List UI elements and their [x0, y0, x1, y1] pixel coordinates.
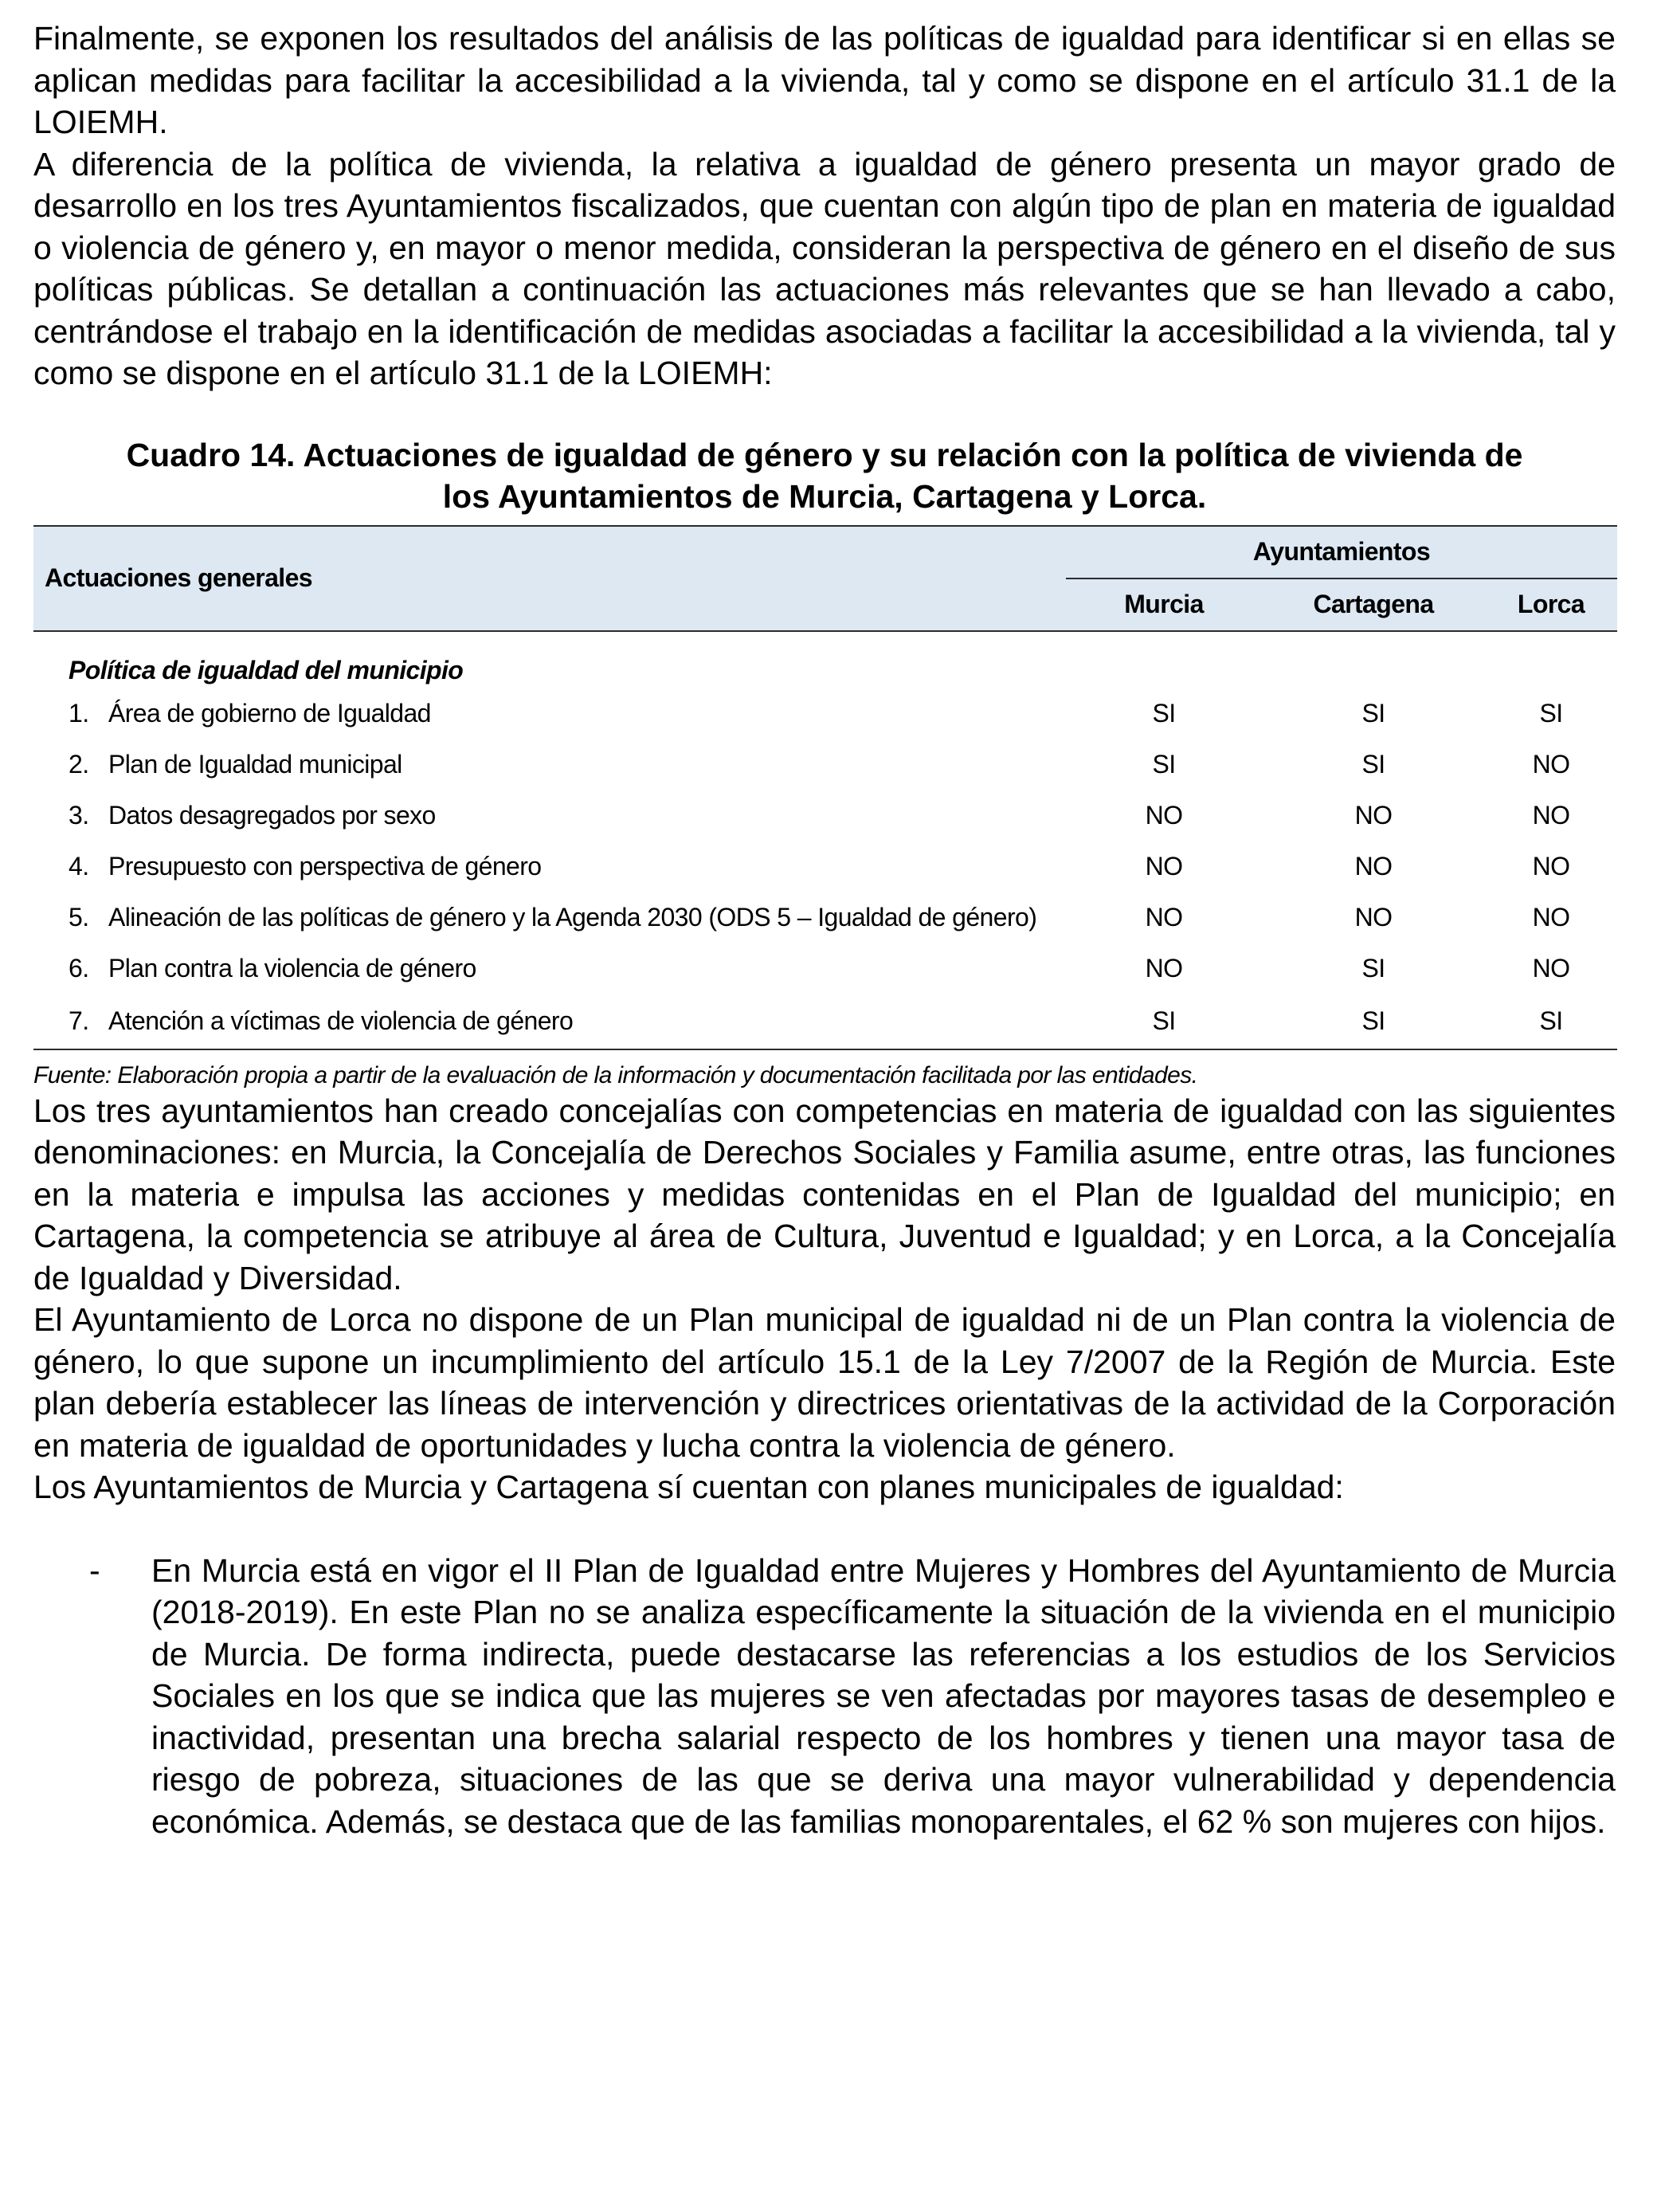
table-caption — [33, 434, 1616, 517]
row-number: 4. — [69, 852, 89, 880]
row-label: Alineación de las políticas de género y la Agenda 2030 (ODS 5 – Igualdad de género) — [108, 903, 1037, 931]
table-section-title: Política de igualdad del municipio — [69, 655, 464, 684]
row-label: Plan contra la violencia de género — [108, 954, 476, 982]
cell-lorca: NO — [1532, 750, 1570, 779]
table-caption-line-2: los Ayuntamientos de Murcia, Cartagena y Lorca. — [442, 477, 1207, 515]
row-number: 2. — [69, 750, 89, 779]
header-col-lorca: Lorca — [1485, 578, 1617, 631]
cell-cartagena: NO — [1354, 852, 1393, 880]
table-row — [33, 688, 1617, 739]
document-page — [33, 18, 1616, 1842]
cell-lorca: NO — [1532, 903, 1570, 931]
bullet-text: En Murcia está en vigor el II Plan de Igualdad entre Mujeres y Hombres del Ayuntamiento de Murcia (2018-2019). En este Plan no se analiza específicamente la situación de la vivienda en el municipio de Murcia. De forma indirecta, puede destacarse las referencias a los estudios de los Servicios Sociales en los que se indica que las mujeres se ven afectadas por mayores tasas de desempleo e inactividad, presentan una brecha salarial respecto de los hombres y tienen una mayor tasa de riesgo de pobreza, situaciones de las que se deriva una mayor vulnerabilidad y dependencia económica. Además, se destaca que de las familias monoparentales, el 62 % son mujeres con hijos. — [151, 1551, 1616, 1840]
header-col-murcia: Murcia — [1066, 578, 1262, 631]
cell-cartagena: NO — [1354, 903, 1393, 931]
bullet-dash: - — [89, 1551, 100, 1589]
cell-murcia: NO — [1145, 852, 1183, 880]
table-row — [33, 790, 1617, 841]
cell-lorca: NO — [1532, 954, 1570, 982]
header-ayuntamientos: Ayuntamientos — [1066, 526, 1617, 578]
table-row — [33, 841, 1617, 892]
cell-murcia: SI — [1152, 699, 1176, 728]
cell-murcia: SI — [1152, 750, 1176, 779]
paragraph-concejalias: Los tres ayuntamientos han creado concejalías con competencias en materia de igualdad con las siguientes denominaciones: en Murcia, la Concejalía de Derechos Sociales y Familia asume, entre otras, las funciones en la materia e impulsa las acciones y medidas contenidas en el Plan de Igualdad del municipio; en Cartagena, la competencia se atribuye al área de Cultura, Juventud e Igualdad; y en Lorca, a la Concejalía de Igualdad y Diversidad. — [33, 1092, 1616, 1296]
row-number: 7. — [69, 1006, 89, 1035]
row-number: 1. — [69, 699, 89, 728]
cell-lorca: SI — [1485, 994, 1617, 1049]
cell-cartagena: SI — [1361, 699, 1385, 728]
table-row — [33, 994, 1617, 1049]
table-row — [33, 892, 1617, 943]
paragraph-murcia-cartagena: Los Ayuntamientos de Murcia y Cartagena sí cuentan con planes municipales de igualdad: — [33, 1469, 1344, 1505]
row-label: Plan de Igualdad municipal — [108, 750, 402, 779]
paragraph-lorca: El Ayuntamiento de Lorca no dispone de un Plan municipal de igualdad ni de un Plan contra la violencia de género, lo que supone un incumplimiento del artículo 15.1 de la Ley 7/2007 de la Región de Murcia. Este plan debería establecer las líneas de intervención y directrices orientativas de la actividad de la Corporación en materia de igualdad de oportunidades y lucha contra la violencia de género. — [33, 1301, 1616, 1464]
row-label: Presupuesto con perspectiva de género — [108, 852, 542, 880]
cell-cartagena: SI — [1361, 954, 1385, 982]
row-label: Área de gobierno de Igualdad — [108, 699, 431, 728]
cell-lorca: NO — [1532, 852, 1570, 880]
header-col-cartagena: Cartagena — [1262, 578, 1485, 631]
cell-cartagena: SI — [1262, 994, 1485, 1049]
row-number: 3. — [69, 801, 89, 830]
cell-lorca: NO — [1532, 801, 1570, 830]
cell-murcia: NO — [1145, 954, 1183, 982]
cell-cartagena: NO — [1354, 801, 1393, 830]
actions-table — [33, 525, 1617, 1050]
paragraph-intro-2: A diferencia de la política de vivienda, la relativa a igualdad de género presenta un mayor grado de desarrollo en los tres Ayuntamientos fiscalizados, que cuentan con algún tipo de plan en materia de igualdad o violencia de género y, en mayor o menor medida, consideran la perspectiva de género en el diseño de sus políticas públicas. Se detallan a continuación las actuaciones más relevantes que se han llevado a cabo, centrándose el trabajo en la identificación de medidas asociadas a facilitar la accesibilidad a la vivienda, tal y como se dispone en el artículo 31.1 de la LOIEMH: — [33, 145, 1616, 391]
bullet-item-murcia-plan — [33, 1550, 1616, 1843]
table-source-note: Fuente: Elaboración propia a partir de la evaluación de la información y documentación facilitada por las entidades. — [33, 1061, 1198, 1088]
paragraph-intro-1: Finalmente, se exponen los resultados del análisis de las políticas de igualdad para identificar si en ellas se aplican medidas para facilitar la accesibilidad a la vivienda, tal y como se dispone en el artículo 31.1 de la LOIEMH. — [33, 20, 1616, 140]
row-label: Datos desagregados por sexo — [108, 801, 436, 830]
cell-cartagena: SI — [1361, 750, 1385, 779]
cell-murcia: NO — [1145, 903, 1183, 931]
table-row — [33, 739, 1617, 790]
cell-murcia: NO — [1145, 801, 1183, 830]
table-caption-line-1: Cuadro 14. Actuaciones de igualdad de género y su relación con la política de vivienda de — [126, 436, 1523, 473]
row-label: Atención a víctimas de violencia de género — [108, 1006, 574, 1035]
cell-murcia: SI — [1066, 994, 1262, 1049]
row-number: 6. — [69, 954, 89, 982]
table-row — [33, 943, 1617, 994]
cell-lorca: SI — [1539, 699, 1563, 728]
header-general-actions: Actuaciones generales — [33, 526, 1066, 631]
row-number: 5. — [69, 903, 89, 931]
actions-table-container — [33, 525, 1617, 1090]
